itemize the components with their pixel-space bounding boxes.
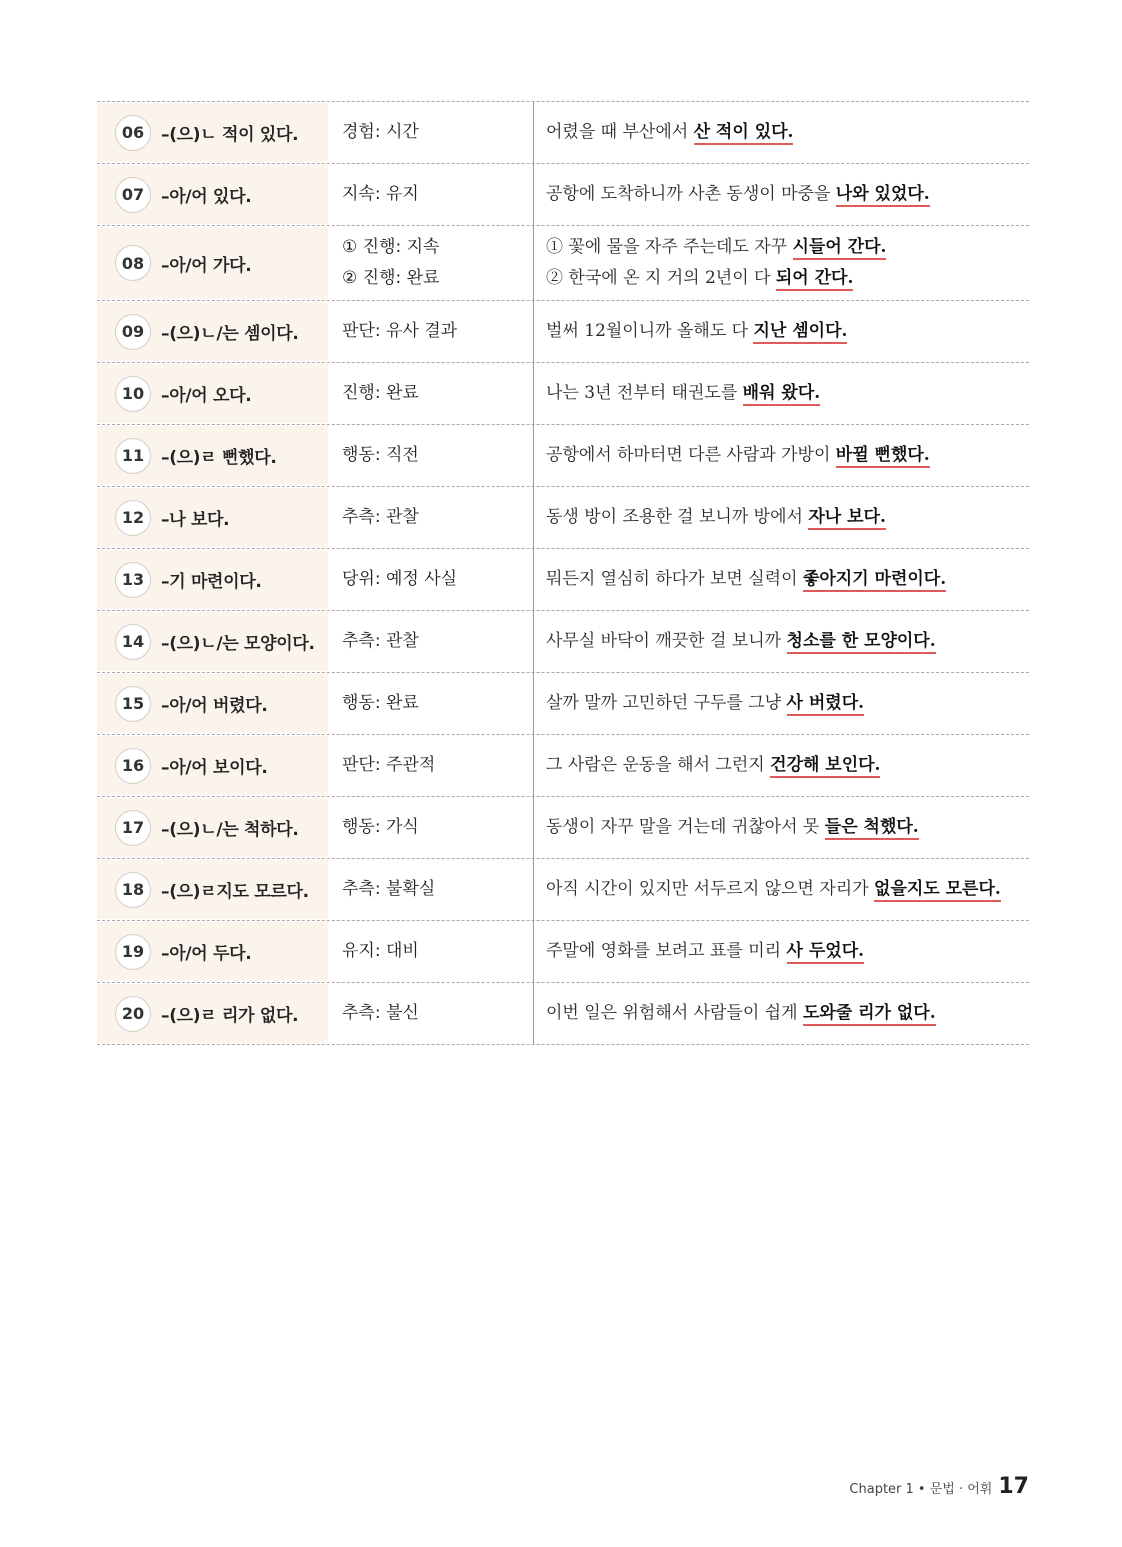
item-number-badge: 08: [115, 245, 151, 281]
example-sentence: [546, 117, 1029, 148]
example-sentence: [546, 874, 1029, 905]
column-divider: [533, 102, 534, 163]
meaning-cell: [342, 983, 527, 1044]
grammar-pattern: –(으)ㄹ 뻔했다.: [161, 448, 277, 468]
example-highlight: 바뀔 뻔했다.: [836, 445, 930, 468]
grammar-row: [97, 301, 1029, 363]
grammar-row: [97, 425, 1029, 487]
example-highlight: 없을지도 모른다.: [874, 879, 1001, 902]
pattern-cell: [97, 165, 328, 224]
column-divider: [533, 425, 534, 486]
example-cell: [546, 797, 1029, 858]
column-divider: [533, 164, 534, 225]
pattern-cell: [97, 674, 328, 733]
example-sentence: [546, 179, 1029, 210]
example-highlight: 건강해 보인다.: [770, 755, 880, 778]
example-highlight: 도와줄 리가 없다.: [803, 1003, 936, 1026]
pattern-cell: [97, 103, 328, 162]
meaning-text: ① 진행: 지속: [342, 237, 440, 257]
grammar-row: [97, 363, 1029, 425]
example-cell: [546, 363, 1029, 424]
meaning-cell: [342, 425, 527, 486]
column-divider: [533, 735, 534, 796]
pattern-cell: [97, 550, 328, 609]
grammar-pattern: –아/어 가다.: [161, 255, 252, 276]
example-cell: [546, 735, 1029, 796]
pattern-cell: [97, 798, 328, 857]
example-text: ② 한국에 온 지 거의 2년이 다: [546, 268, 776, 288]
item-number-badge: 17: [115, 810, 151, 846]
pattern-cell: [97, 426, 328, 485]
example-text: 벌써 12월이니까 올해도 다: [546, 321, 754, 341]
example-highlight: 좋아지기 마련이다.: [803, 569, 946, 592]
example-sentence: [546, 936, 1029, 967]
example-highlight: 지난 셈이다.: [753, 321, 847, 344]
column-divider: [533, 301, 534, 362]
meaning-text: 진행: 완료: [342, 383, 419, 403]
example-sentence: [546, 440, 1029, 471]
example-highlight: 산 적이 있다.: [694, 122, 794, 145]
example-text: 이번 일은 위험해서 사람들이 쉽게: [546, 1003, 803, 1023]
meaning-cell: [342, 487, 527, 548]
meaning-text: 추측: 불확실: [342, 879, 436, 899]
meaning-cell: [342, 549, 527, 610]
grammar-pattern: –아/어 오다.: [161, 386, 252, 406]
column-divider: [533, 921, 534, 982]
column-divider: [533, 226, 534, 300]
item-number-badge: 09: [115, 314, 151, 350]
example-highlight: 들은 척했다.: [825, 817, 919, 840]
example-text: 사무실 바닥이 깨끗한 걸 보니까: [546, 631, 787, 651]
meaning-text: ② 진행: 완료: [342, 268, 440, 288]
example-text: 공항에서 하마터면 다른 사람과 가방이: [546, 445, 836, 465]
meaning-text: 추측: 관찰: [342, 507, 419, 527]
meaning-cell: [342, 102, 527, 163]
grammar-row: [97, 921, 1029, 983]
example-cell: [546, 983, 1029, 1044]
example-cell: [546, 611, 1029, 672]
example-cell: [546, 673, 1029, 734]
example-cell: [546, 859, 1029, 920]
example-highlight: 사 버렸다.: [787, 693, 865, 716]
example-sentence: [546, 316, 1029, 347]
pattern-cell: [97, 227, 328, 299]
column-divider: [533, 797, 534, 858]
grammar-row: [97, 487, 1029, 549]
example-sentence: [546, 626, 1029, 657]
example-sentence: [546, 998, 1029, 1029]
example-text: 살까 말까 고민하던 구두를 그냥: [546, 693, 787, 713]
meaning-cell: [342, 611, 527, 672]
grammar-row: [97, 102, 1029, 164]
grammar-row: [97, 164, 1029, 226]
grammar-pattern: –아/어 있다.: [161, 187, 252, 207]
grammar-pattern: –(으)ㄹ지도 모르다.: [161, 882, 309, 902]
item-number-badge: 11: [115, 438, 151, 474]
example-cell: [546, 301, 1029, 362]
page-number: 17: [998, 1474, 1029, 1499]
column-divider: [533, 673, 534, 734]
example-highlight: 사 두었다.: [787, 941, 865, 964]
meaning-text: 행동: 가식: [342, 817, 419, 837]
meaning-text: 경험: 시간: [342, 122, 419, 142]
example-cell: [546, 226, 1029, 300]
meaning-text: 추측: 불신: [342, 1003, 419, 1023]
grammar-pattern: –아/어 두다.: [161, 944, 252, 964]
meaning-text: 행동: 완료: [342, 693, 419, 713]
example-cell: [546, 164, 1029, 225]
example-text: 동생 방이 조용한 걸 보니까 방에서: [546, 507, 809, 527]
example-text: 그 사람은 운동을 해서 그런지: [546, 755, 771, 775]
meaning-cell: [342, 301, 527, 362]
page-footer: [849, 1474, 1029, 1499]
example-highlight: 청소를 한 모양이다.: [787, 631, 936, 654]
grammar-row: [97, 673, 1029, 735]
example-text: 공항에 도착하니까 사촌 동생이 마중을: [546, 184, 836, 204]
example-highlight: 되어 간다.: [776, 268, 854, 291]
pattern-cell: [97, 612, 328, 671]
example-text: 주말에 영화를 보려고 표를 미리: [546, 941, 787, 961]
example-text: 동생이 자꾸 말을 거는데 귀찮아서 못: [546, 817, 825, 837]
example-text: 어렸을 때 부산에서: [546, 122, 694, 142]
grammar-row: [97, 549, 1029, 611]
item-number-badge: 06: [115, 115, 151, 151]
pattern-cell: [97, 860, 328, 919]
column-divider: [533, 549, 534, 610]
item-number-badge: 16: [115, 748, 151, 784]
meaning-cell: [342, 735, 527, 796]
grammar-pattern: –(으)ㄴ/는 셈이다.: [161, 324, 299, 344]
pattern-cell: [97, 922, 328, 981]
meaning-text: 행동: 직전: [342, 445, 419, 465]
item-number-badge: 15: [115, 686, 151, 722]
grammar-pattern: –아/어 버렸다.: [161, 696, 268, 716]
grammar-pattern: –(으)ㄴ/는 척하다.: [161, 820, 299, 840]
item-number-badge: 20: [115, 996, 151, 1032]
grammar-pattern: –(으)ㄴ/는 모양이다.: [161, 634, 315, 654]
pattern-cell: [97, 488, 328, 547]
grammar-pattern: –기 마련이다.: [161, 572, 262, 592]
item-number-badge: 12: [115, 500, 151, 536]
grammar-row: [97, 859, 1029, 921]
item-number-badge: 10: [115, 376, 151, 412]
grammar-pattern: –나 보다.: [161, 510, 230, 530]
example-sentence: [546, 750, 1029, 781]
footer-chapter-label: Chapter 1 • 문법 · 어휘: [849, 1482, 993, 1497]
item-number-badge: 19: [115, 934, 151, 970]
grammar-pattern: –(으)ㄴ 적이 있다.: [161, 125, 299, 145]
example-highlight: 배워 왔다.: [743, 383, 821, 406]
example-sentence: [546, 502, 1029, 533]
example-highlight: 자나 보다.: [808, 507, 886, 530]
example-cell: [546, 549, 1029, 610]
example-sentence: [546, 378, 1029, 409]
grammar-row: [97, 797, 1029, 859]
pattern-cell: [97, 736, 328, 795]
item-number-badge: 13: [115, 562, 151, 598]
example-sentence: [546, 232, 1029, 263]
grammar-row: [97, 983, 1029, 1045]
column-divider: [533, 363, 534, 424]
column-divider: [533, 611, 534, 672]
meaning-text: 추측: 관찰: [342, 631, 419, 651]
example-sentence: [546, 564, 1029, 595]
example-text: 뭐든지 열심히 하다가 보면 실력이: [546, 569, 803, 589]
grammar-row: [97, 735, 1029, 797]
example-highlight: 시들어 간다.: [793, 237, 887, 260]
example-cell: [546, 425, 1029, 486]
item-number-badge: 14: [115, 624, 151, 660]
column-divider: [533, 859, 534, 920]
meaning-text: 판단: 유사 결과: [342, 321, 458, 341]
pattern-cell: [97, 302, 328, 361]
example-cell: [546, 487, 1029, 548]
grammar-row: [97, 226, 1029, 301]
meaning-text: 유지: 대비: [342, 941, 419, 961]
grammar-table: [97, 101, 1029, 1045]
meaning-cell: [342, 226, 527, 300]
meaning-cell: [342, 797, 527, 858]
pattern-cell: [97, 984, 328, 1043]
example-sentence: [546, 812, 1029, 843]
item-number-badge: 18: [115, 872, 151, 908]
example-cell: [546, 921, 1029, 982]
pattern-cell: [97, 364, 328, 423]
example-text: ① 꽃에 물을 자주 주는데도 자꾸: [546, 237, 793, 257]
meaning-cell: [342, 859, 527, 920]
column-divider: [533, 983, 534, 1044]
grammar-pattern: –(으)ㄹ 리가 없다.: [161, 1006, 299, 1026]
column-divider: [533, 487, 534, 548]
item-number-badge: 07: [115, 177, 151, 213]
example-sentence: [546, 688, 1029, 719]
meaning-text: 판단: 주관적: [342, 755, 436, 775]
example-highlight: 나와 있었다.: [836, 184, 930, 207]
example-cell: [546, 102, 1029, 163]
example-sentence: [546, 263, 1029, 294]
grammar-row: [97, 611, 1029, 673]
meaning-cell: [342, 164, 527, 225]
meaning-cell: [342, 673, 527, 734]
meaning-text: 당위: 예정 사실: [342, 569, 458, 589]
example-text: 아직 시간이 있지만 서두르지 않으면 자리가: [546, 879, 875, 899]
example-text: 나는 3년 전부터 태권도를: [546, 383, 743, 403]
grammar-pattern: –아/어 보이다.: [161, 758, 268, 778]
meaning-cell: [342, 921, 527, 982]
meaning-text: 지속: 유지: [342, 184, 419, 204]
meaning-cell: [342, 363, 527, 424]
